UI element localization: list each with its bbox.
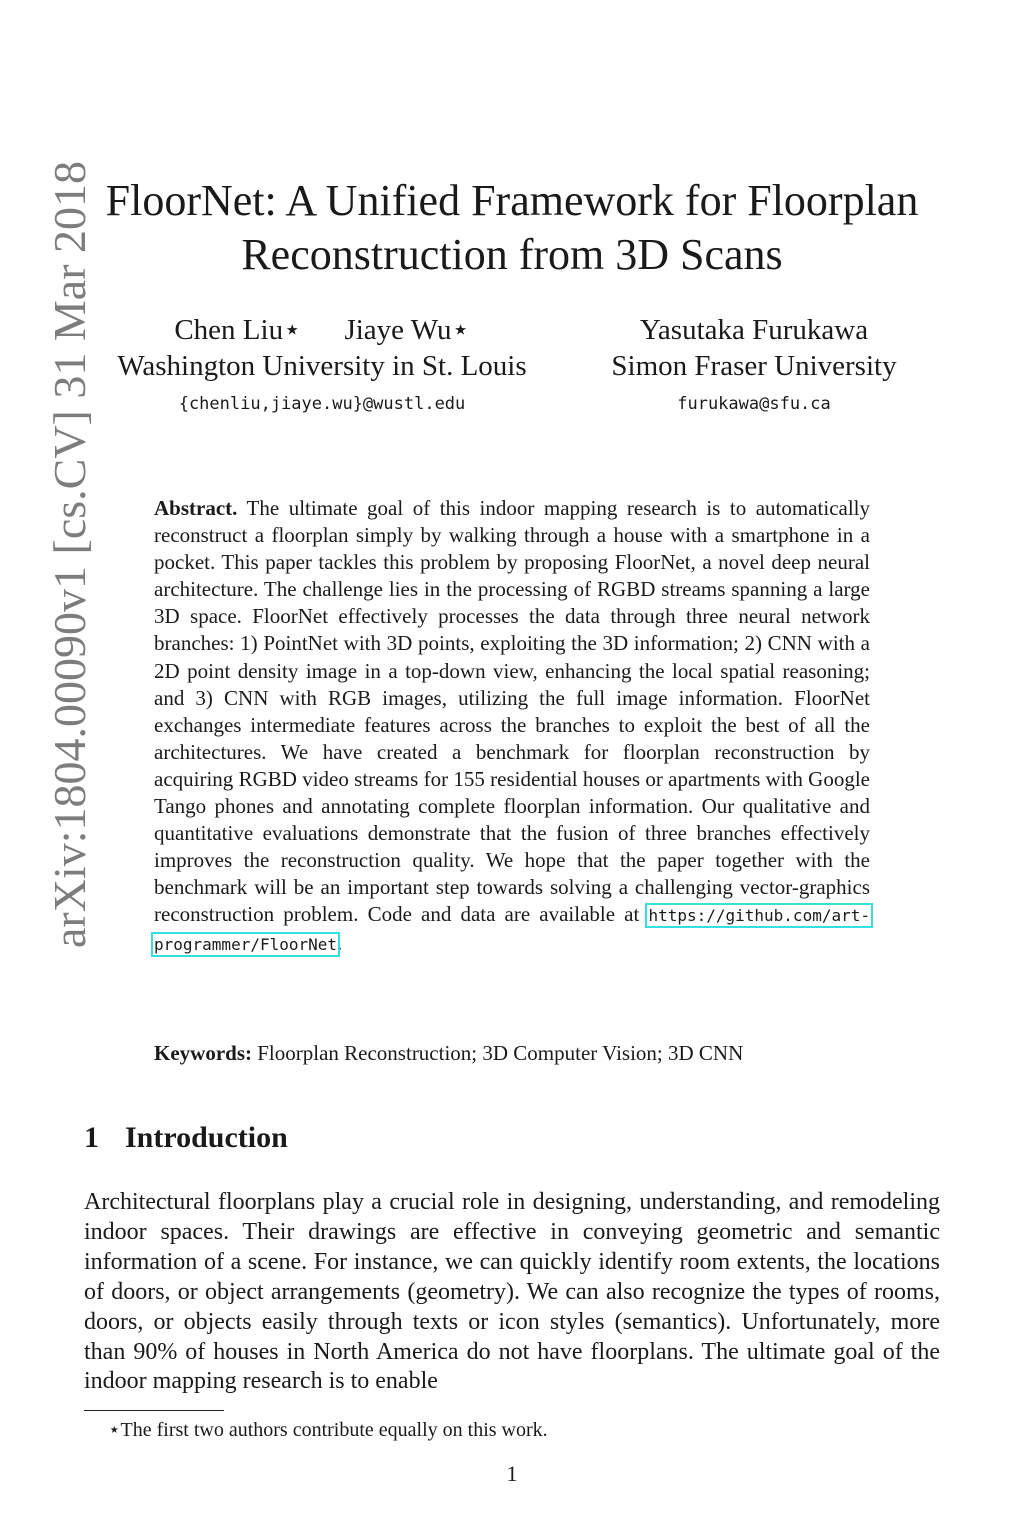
arxiv-stamp: arXiv:1804.00090v1 [cs.CV] 31 Mar 2018 xyxy=(44,160,95,948)
keywords xyxy=(154,1039,870,1067)
section-heading xyxy=(84,1118,288,1158)
keywords-text: Floorplan Reconstruction; 3D Computer Vision; 3D CNN xyxy=(257,1041,744,1065)
page-number: 1 xyxy=(506,1461,518,1486)
author-names-1 xyxy=(94,312,550,348)
abstract-label: Abstract. xyxy=(154,496,238,520)
author-jiaye-wu: Jiaye Wu⋆ xyxy=(344,314,470,346)
author-chen-liu: Chen Liu⋆ xyxy=(174,314,302,346)
affiliation-sfu: Simon Fraser University xyxy=(611,350,897,382)
code-link[interactable]: https://github.com/art-programmer/FloorNet xyxy=(154,906,870,954)
abstract-text: The ultimate goal of this indoor mapping research is to automatically reconstruct a floorplan simply by walking through a house with a smartphone in a pocket. This paper tackles this problem by proposing FloorNet, a novel deep neural architecture. The challenge lies in the processing of RGBD streams spanning a large 3D space. FloorNet effectively processes the data through three neural network branches: 1) PointNet with 3D points, exploiting the 3D information; 2) CNN with a 2D point density image in a top-down view, enhancing the local spatial reasoning; and 3) CNN with RGB images, utilizing the full image information. FloorNet exchanges intermediate features across the branches to exploit the best of all the architectures. We have created a benchmark for floorplan reconstruction by acquiring RGBD video streams for 155 residential houses or apartments with Google Tango phones and annotating complete floorplan information. Our qualitative and quantitative evaluations demonstrate that the fusion of three branches effectively improves the reconstruction quality. We hope that the paper together with the benchmark will be an important step towards solving a challenging vector-graphics reconstruction problem. Code and data are available at xyxy=(154,496,871,927)
affiliation-wustl: Washington University in St. Louis xyxy=(117,350,527,382)
keywords-label: Keywords: xyxy=(154,1041,252,1065)
abstract xyxy=(154,495,870,958)
title-line-2: Reconstruction from 3D Scans xyxy=(241,230,783,279)
footnote-rule xyxy=(84,1410,224,1411)
author-yasutaka-furukawa: Yasutaka Furukawa xyxy=(639,314,869,346)
paper-title xyxy=(60,174,964,282)
affiliation-group-2 xyxy=(596,312,912,424)
email-wustl: {chenliu,jiaye.wu}@wustl.edu xyxy=(178,394,466,414)
intro-paragraph: Architectural floorplans play a crucial role in designing, understanding, and remodeling indoor spaces. Their drawings are effective in conveying geometric and semantic information of a scene. For instance, we can quickly identify room extents, the locations of doors, or object arrangements (geometry). We can also recognize the types of rooms, doors, or objects easily through texts or icon styles (semantics). Unfortunately, more than 90% of houses in North America do not have floorplans. The ultimate goal of the indoor mapping research is to enable xyxy=(84,1189,940,1395)
section-title: Introduction xyxy=(125,1121,288,1154)
abstract-end: . xyxy=(337,930,343,955)
section-number: 1 xyxy=(84,1121,99,1154)
affiliation-group-1 xyxy=(94,312,550,424)
email-sfu: furukawa@sfu.ca xyxy=(677,394,831,414)
footnote: ⋆The first two authors contribute equally on this work. xyxy=(108,1419,548,1441)
title-line-1: FloorNet: A Unified Framework for Floorplan xyxy=(105,176,919,225)
